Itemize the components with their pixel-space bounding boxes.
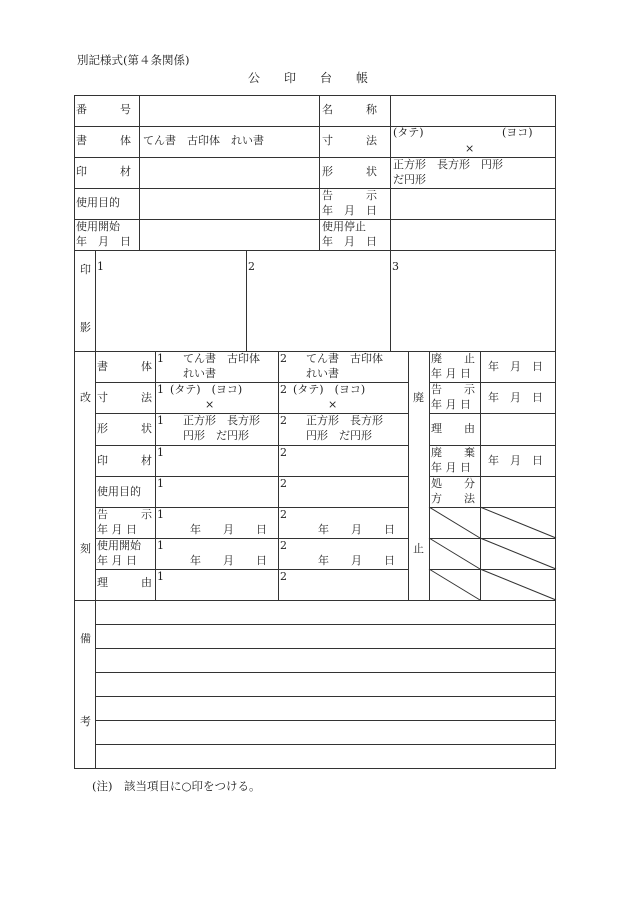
- col1-number: 1: [157, 383, 164, 396]
- kaikoku-sunpo: 寸 法: [97, 391, 152, 404]
- label-biko-bottom: 考: [80, 715, 91, 728]
- col2-number: 2: [280, 414, 287, 427]
- keijo-options-2: だ円形: [393, 173, 426, 186]
- label-haishi-bottom: 止: [413, 542, 424, 555]
- col1-number: 1: [157, 414, 164, 427]
- shotai-options: てん書 古印体 れい書: [143, 134, 264, 147]
- impression-1-number: 1: [97, 260, 104, 273]
- col1-number: 1: [157, 539, 164, 552]
- col2-number: 2: [280, 539, 287, 552]
- label-biko-top: 備: [80, 632, 91, 645]
- haishi-date-label-2: 年 月 日: [431, 367, 471, 380]
- kaikoku-inzai: 印 材: [97, 454, 152, 467]
- col1-number: 1: [157, 508, 164, 521]
- col2-ymd: 年 月 日: [318, 554, 395, 567]
- keijo-options-1: 正方形 長方形 円形: [393, 158, 503, 171]
- label-keijo: 形 状: [322, 165, 377, 178]
- col1-shotai-b: れい書: [183, 367, 216, 380]
- haishi-riyu: 理 由: [431, 422, 475, 435]
- haishi-kokuji: 告 示: [431, 383, 475, 396]
- haishi-kokuji-2: 年 月 日: [431, 398, 471, 411]
- yoko-label: (ヨコ): [502, 126, 533, 139]
- label-shiyo-kaishi-date: 年 月 日: [76, 235, 131, 248]
- haishi-date-label: 廃 止: [431, 352, 475, 365]
- page-title: 公 印 台 帳: [248, 71, 369, 85]
- col1-tate-yoko: (タテ) (ヨコ): [170, 383, 243, 396]
- label-inzai: 印 材: [76, 165, 131, 178]
- rule: [95, 648, 556, 649]
- impression-2-number: 2: [248, 260, 255, 273]
- rule: [95, 696, 556, 697]
- label-shotai: 書 体: [76, 134, 131, 147]
- col1-number: 1: [157, 570, 164, 583]
- kaikoku-kokuji-date: 年 月 日: [97, 523, 137, 536]
- col2-number: 2: [280, 570, 287, 583]
- label-kokuji: 告 示: [322, 189, 377, 202]
- col2-keijo-a: 正方形 長方形: [306, 414, 383, 427]
- col2-shotai-a: てん書 古印体: [306, 352, 383, 365]
- col2-number: 2: [280, 446, 287, 459]
- col2-keijo-b: 円形 だ円形: [306, 429, 372, 442]
- form-reference: 別記様式(第４条関係): [77, 53, 190, 67]
- kaikoku-shotai: 書 体: [97, 360, 152, 373]
- haishi-kokuji-ymd: 年 月 日: [488, 391, 543, 404]
- col2-number: 2: [280, 383, 287, 396]
- rule: [95, 600, 96, 768]
- col1-keijo-a: 正方形 長方形: [183, 414, 260, 427]
- label-shiyo-teishi: 使用停止: [322, 220, 366, 233]
- col2-ymd: 年 月 日: [318, 523, 395, 536]
- col1-ymd: 年 月 日: [190, 523, 267, 536]
- kaikoku-kaishi: 使用開始: [97, 539, 141, 552]
- col1-number: 1: [157, 446, 164, 459]
- kaikoku-mokuteki: 使用目的: [97, 485, 141, 498]
- col2-tate-yoko: (タテ) (ヨコ): [293, 383, 366, 396]
- kaikoku-keijo: 形 状: [97, 422, 152, 435]
- label-inei-top: 印: [80, 263, 91, 276]
- label-haishi-top: 廃: [413, 391, 424, 404]
- col2-times: ×: [328, 398, 338, 411]
- label-sunpo: 寸 法: [322, 134, 377, 147]
- label-kaikoku-bottom: 刻: [80, 542, 91, 555]
- label-bango: 番 号: [76, 103, 131, 116]
- rule: [95, 624, 556, 625]
- col1-number: 1: [157, 352, 164, 365]
- haishi-haiki-2: 年 月 日: [431, 461, 471, 474]
- label-shiyo-teishi-date: 年 月 日: [322, 235, 377, 248]
- tate-label: (タテ): [393, 126, 424, 139]
- kaikoku-riyu: 理 由: [97, 576, 152, 589]
- label-shiyo-mokuteki: 使用目的: [76, 196, 120, 209]
- col1-ymd: 年 月 日: [190, 554, 267, 567]
- rule: [95, 672, 556, 673]
- kaikoku-kokuji: 告 示: [97, 508, 152, 521]
- times-sign: ×: [465, 142, 475, 155]
- haishi-haiki: 廃 棄: [431, 446, 475, 459]
- col1-shotai-a: てん書 古印体: [183, 352, 260, 365]
- col2-number: 2: [280, 352, 287, 365]
- label-meisho: 名 称: [322, 103, 377, 116]
- label-inei-bottom: 影: [80, 321, 91, 334]
- label-shiyo-kaishi: 使用開始: [76, 220, 120, 233]
- haishi-shobun-2: 方 法: [431, 492, 475, 505]
- haishi-ymd: 年 月 日: [488, 360, 543, 373]
- footnote: (注) 該当項目に○印をつける。: [92, 779, 261, 793]
- col2-shotai-b: れい書: [306, 367, 339, 380]
- haishi-haiki-ymd: 年 月 日: [488, 454, 543, 467]
- label-kaikoku-top: 改: [80, 391, 91, 404]
- col1-keijo-b: 円形 だ円形: [183, 429, 249, 442]
- rule: [95, 744, 556, 745]
- col1-times: ×: [205, 398, 215, 411]
- haishi-shobun: 処 分: [431, 477, 475, 490]
- col1-number: 1: [157, 477, 164, 490]
- label-kokuji-date: 年 月 日: [322, 204, 377, 217]
- rule: [95, 720, 556, 721]
- kaikoku-kaishi-date: 年 月 日: [97, 554, 137, 567]
- col2-number: 2: [280, 477, 287, 490]
- col2-number: 2: [280, 508, 287, 521]
- impression-3-number: 3: [392, 260, 399, 273]
